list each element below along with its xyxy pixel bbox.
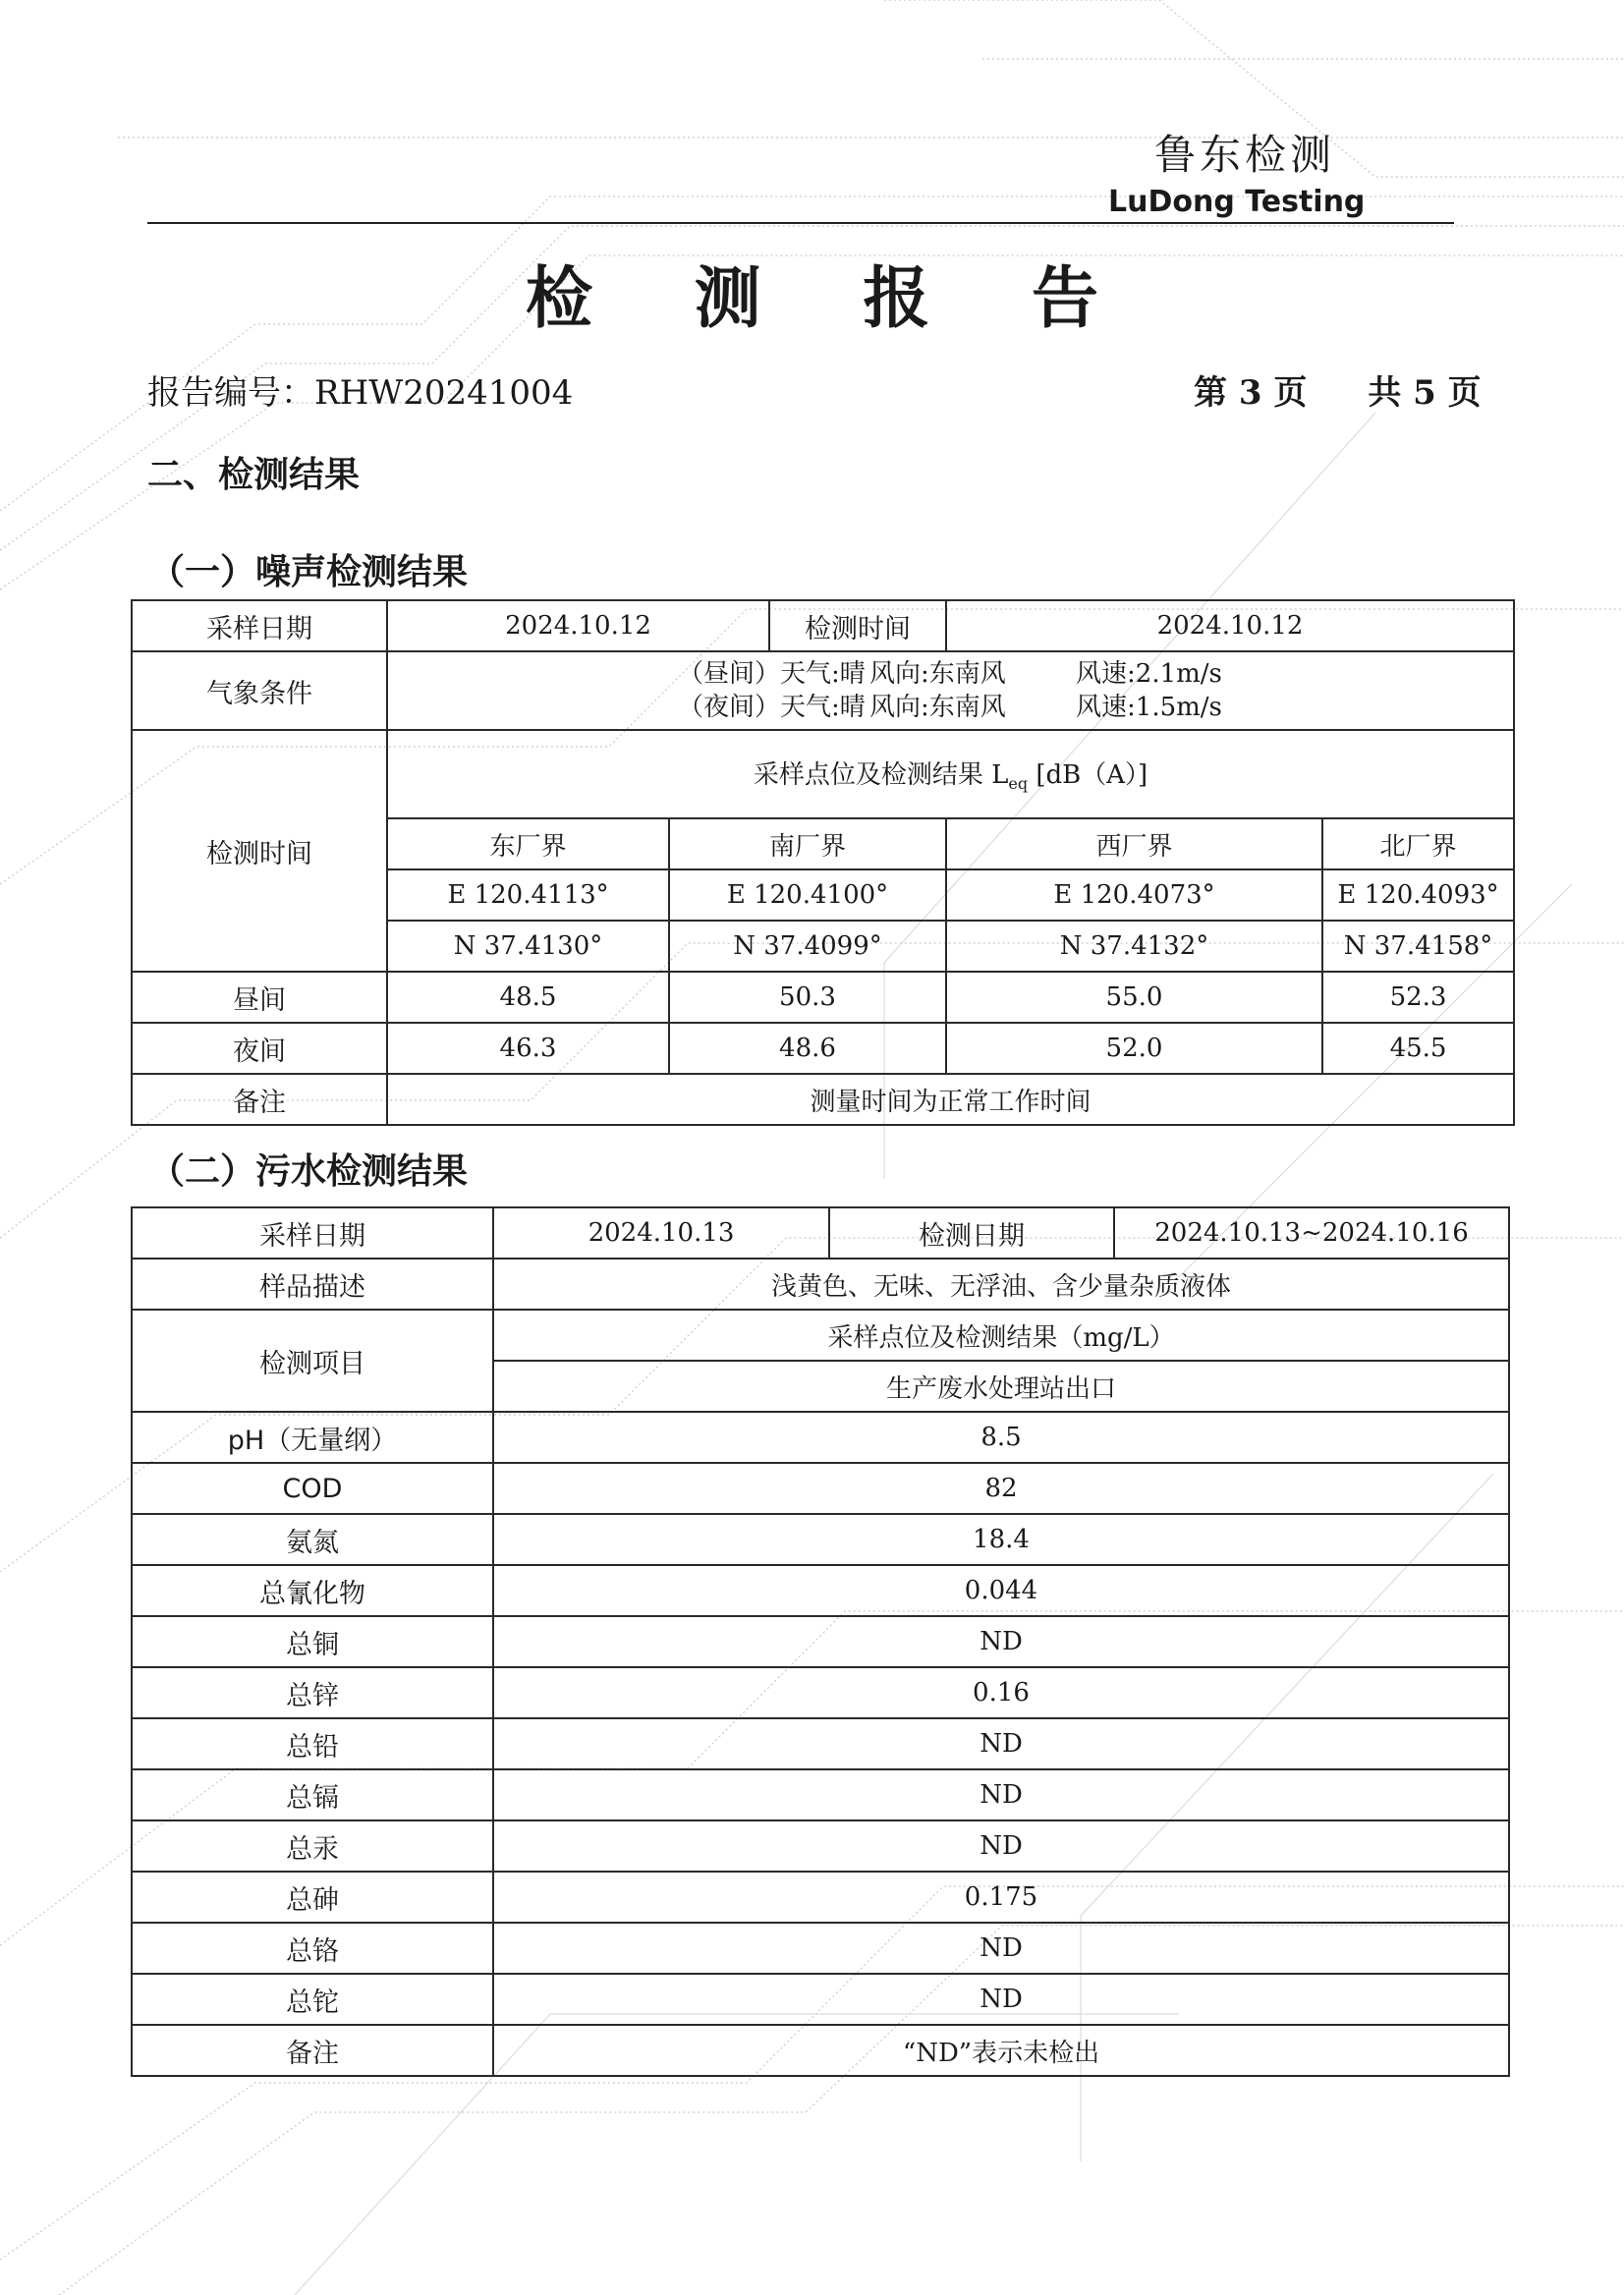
test-item-label: 检测项目	[132, 1310, 493, 1412]
report-number	[147, 365, 573, 414]
test-time-label: 检测时间	[769, 600, 946, 651]
item-name: 总氰化物	[132, 1565, 493, 1616]
item-value: 82	[493, 1463, 1509, 1514]
brand-name-cn: 鲁东检测	[1154, 131, 1336, 179]
brand-name-en: LuDong Testing	[1108, 185, 1366, 219]
item-value: ND	[493, 1820, 1509, 1872]
weather-day-wind-speed: 风速:2.1m/s	[1076, 659, 1222, 689]
night-label: 夜间	[132, 1023, 387, 1074]
ww-result-header: 采样点位及检测结果（mg/L）	[493, 1310, 1509, 1361]
item-name: 总铊	[132, 1974, 493, 2025]
table-row	[132, 730, 1514, 818]
night-value: 48.6	[669, 1023, 946, 1074]
table-row	[132, 1310, 1509, 1361]
item-value: ND	[493, 1616, 1509, 1667]
ww-test-date-value: 2024.10.13~2024.10.16	[1114, 1207, 1509, 1259]
point-latitude: N 37.4099°	[669, 921, 946, 972]
item-value: 0.175	[493, 1872, 1509, 1923]
weather-night-wind-speed: 风速:1.5m/s	[1076, 693, 1222, 722]
sample-desc-label: 样品描述	[132, 1259, 493, 1310]
item-name: 总砷	[132, 1872, 493, 1923]
night-value: 45.5	[1322, 1023, 1514, 1074]
noise-results-table	[131, 599, 1515, 1126]
ww-remark-label: 备注	[132, 2025, 493, 2076]
table-row	[132, 1565, 1509, 1616]
remark-label: 备注	[132, 1074, 387, 1125]
table-row	[132, 1463, 1509, 1514]
point-longitude: E 120.4093°	[1322, 869, 1514, 921]
table-row	[132, 600, 1514, 651]
point-longitude: E 120.4100°	[669, 869, 946, 921]
item-value: 0.16	[493, 1667, 1509, 1718]
sampling-date-value: 2024.10.12	[387, 600, 769, 651]
day-value: 48.5	[387, 972, 669, 1023]
item-value: ND	[493, 1974, 1509, 2025]
item-name: 总汞	[132, 1820, 493, 1872]
weather-day-wind-dir: 风向:东南风	[869, 659, 1006, 689]
table-row	[132, 1974, 1509, 2025]
table-row	[132, 1872, 1509, 1923]
table-row	[132, 972, 1514, 1023]
day-value: 50.3	[669, 972, 946, 1023]
item-value: ND	[493, 1923, 1509, 1974]
detect-time-label: 检测时间	[132, 730, 387, 972]
table-row	[132, 1769, 1509, 1820]
item-name: COD	[132, 1463, 493, 1514]
report-title: 检 测 报 告	[525, 259, 1139, 338]
wastewater-section-title: （二）污水检测结果	[149, 1150, 469, 1192]
point-latitude: N 37.4158°	[1322, 921, 1514, 972]
item-name: 总锌	[132, 1667, 493, 1718]
table-row	[132, 1259, 1509, 1310]
table-row	[132, 1923, 1509, 1974]
ww-remark-value: “ND”表示未检出	[493, 2025, 1509, 2076]
table-row	[132, 2025, 1509, 2076]
table-row	[132, 1074, 1514, 1125]
wastewater-results-table	[131, 1206, 1510, 2077]
weather-night	[388, 691, 1513, 724]
point-name: 南厂界	[669, 818, 946, 869]
day-value: 55.0	[946, 972, 1322, 1023]
day-value: 52.3	[1322, 972, 1514, 1023]
point-longitude: E 120.4113°	[387, 869, 669, 921]
night-value: 52.0	[946, 1023, 1322, 1074]
point-latitude: N 37.4132°	[946, 921, 1322, 972]
page-indicator	[1194, 365, 1482, 414]
table-row	[132, 1514, 1509, 1565]
section-title: 二、检测结果	[147, 454, 361, 495]
night-value: 46.3	[387, 1023, 669, 1074]
item-name: 总铜	[132, 1616, 493, 1667]
day-label: 昼间	[132, 972, 387, 1023]
table-row	[132, 1820, 1509, 1872]
item-name: 总镉	[132, 1769, 493, 1820]
table-row	[132, 651, 1514, 730]
report-number-label: 报告编号：	[147, 373, 314, 413]
weather-conditions	[387, 651, 1514, 730]
item-value: ND	[493, 1718, 1509, 1769]
item-name: 总铅	[132, 1718, 493, 1769]
page-total: 共 5 页	[1368, 373, 1482, 413]
table-row	[132, 1023, 1514, 1074]
ww-sampling-date-label: 采样日期	[132, 1207, 493, 1259]
report-number-value: RHW20241004	[314, 373, 574, 413]
header-divider	[147, 222, 1454, 224]
sample-desc-value: 浅黄色、无味、无浮油、含少量杂质液体	[493, 1259, 1509, 1310]
point-latitude: N 37.4130°	[387, 921, 669, 972]
weather-night-period: （夜间）天气:晴	[678, 693, 866, 722]
weather-day-period: （昼间）天气:晴	[678, 659, 866, 689]
page-number: 第 3 页	[1194, 373, 1308, 413]
item-value: ND	[493, 1769, 1509, 1820]
table-row	[132, 1667, 1509, 1718]
ww-sampling-date-value: 2024.10.13	[493, 1207, 829, 1259]
table-row	[132, 1207, 1509, 1259]
item-name: pH（无量纲）	[132, 1412, 493, 1463]
item-name: 总铬	[132, 1923, 493, 1974]
point-name: 北厂界	[1322, 818, 1514, 869]
ww-sampling-point: 生产废水处理站出口	[493, 1361, 1509, 1412]
ww-test-date-label: 检测日期	[829, 1207, 1114, 1259]
point-longitude: E 120.4073°	[946, 869, 1322, 921]
point-name: 东厂界	[387, 818, 669, 869]
noise-result-header: 采样点位及检测结果 $L_{eq}$ [dB（A）]	[387, 730, 1514, 818]
table-row	[132, 1718, 1509, 1769]
table-row	[132, 1412, 1509, 1463]
item-name: 氨氮	[132, 1514, 493, 1565]
item-value: 0.044	[493, 1565, 1509, 1616]
item-value: 8.5	[493, 1412, 1509, 1463]
test-time-value: 2024.10.12	[946, 600, 1514, 651]
weather-day	[388, 657, 1513, 691]
sampling-date-label: 采样日期	[132, 600, 387, 651]
weather-label: 气象条件	[132, 651, 387, 730]
noise-section-title: （一）噪声检测结果	[149, 551, 469, 592]
table-row	[132, 1616, 1509, 1667]
point-name: 西厂界	[946, 818, 1322, 869]
item-value: 18.4	[493, 1514, 1509, 1565]
weather-night-wind-dir: 风向:东南风	[869, 693, 1006, 722]
remark-value: 测量时间为正常工作时间	[387, 1074, 1514, 1125]
